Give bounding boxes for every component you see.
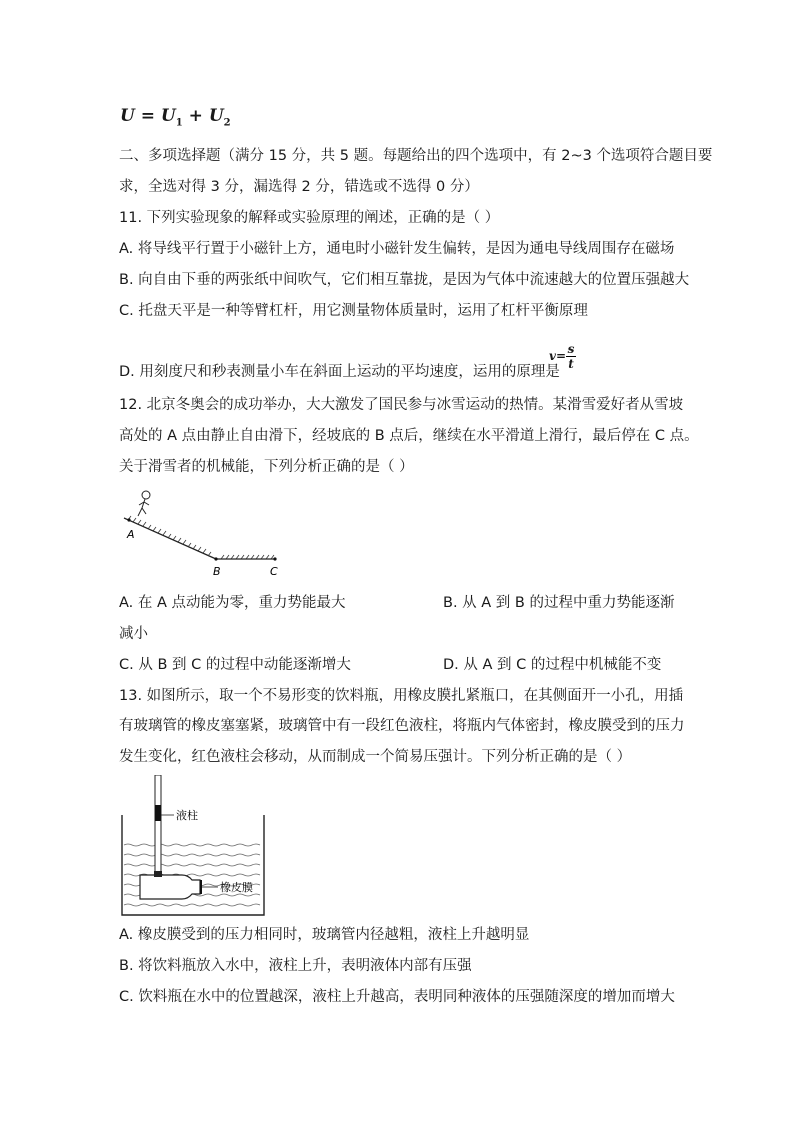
question-11-option-a: A. 将导线平行置于小磁针上方，通电时小磁针发生偏转，是因为通电导线周围存在磁场 [119, 241, 675, 257]
question-11-option-b: B. 向自由下垂的两张纸中间吹气，它们相互靠拢，是因为气体中流速越大的位置压强越大 [119, 272, 690, 288]
formula-symbol: v [549, 349, 556, 363]
bottle [140, 875, 200, 899]
velocity-formula [549, 342, 576, 371]
label-liquid-column: 液柱 [176, 809, 198, 822]
question-12-option-b-cont: 减小 [119, 626, 148, 642]
question-12-option-a: A. 在 A 点动能为零，重力势能最大 [119, 595, 346, 611]
question-12-stem-cont: 关于滑雪者的机械能，下列分析正确的是（ ） [119, 459, 414, 475]
question-12-option-d: D. 从 A 到 C 的过程中机械能不变 [443, 657, 662, 673]
question-13-option-a: A. 橡皮膜受到的压力相同时，玻璃管内径越粗，液柱上升越明显 [119, 927, 530, 943]
formula-operator: + [182, 106, 209, 126]
question-11-option-c: C. 托盘天平是一种等臂杠杆，用它测量物体质量时，运用了杠杆平衡原理 [119, 303, 588, 319]
question-12-stem-cont: 高处的 A 点由静止自由滑下，经坡底的 B 点后，继续在水平滑道上滑行，最后停在 C 点。 [119, 428, 699, 444]
formula-subscript: 1 [175, 117, 183, 129]
liquid-column [155, 805, 161, 821]
question-13-option-b: B. 将饮料瓶放入水中，液柱上升，表明液体内部有压强 [119, 958, 472, 974]
glass-tube [155, 775, 161, 880]
slope-line [124, 518, 216, 559]
question-12-option-c: C. 从 B 到 C 的过程中动能逐渐增大 [119, 657, 351, 673]
label-point-c: C [270, 565, 278, 578]
formula-subscript: 2 [223, 117, 231, 129]
formula-denominator: t [568, 357, 574, 371]
water-container [122, 815, 264, 915]
skier-figure [138, 491, 150, 516]
label-rubber-membrane: 橡皮膜 [220, 881, 253, 894]
section-heading: 二、多项选择题（满分 15 分，共 5 题。每题给出的四个选项中，有 2~3 个选项符合题目要 [119, 148, 713, 164]
question-13-stem-cont: 发生变化，红色液柱会移动，从而制成一个简易压强计。下列分析正确的是（ ） [119, 749, 632, 765]
formula-symbol: U [160, 106, 176, 126]
formula-u-sum [120, 106, 231, 128]
label-point-b: B [213, 565, 221, 578]
question-11-stem: 11. 下列实验现象的解释或实验原理的阐述，正确的是（ ） [119, 210, 500, 226]
question-11-option-d: D. 用刻度尺和秒表测量小车在斜面上运动的平均速度，运用的原理是 [119, 364, 560, 380]
slope-hatching [128, 516, 211, 556]
rubber-stopper [154, 871, 162, 877]
question-12-option-b: B. 从 A 到 B 的过程中重力势能逐渐 [443, 595, 675, 611]
label-point-a: A [127, 528, 135, 541]
formula-operator: = [134, 106, 161, 126]
formula-operator: = [555, 349, 567, 363]
formula-numerator: s [567, 342, 575, 356]
pressure-gauge-figure [118, 775, 278, 920]
formula-symbol: U [208, 106, 224, 126]
question-12-stem: 12. 北京冬奥会的成功举办，大大激发了国民参与冰雪运动的热情。某滑雪爱好者从雪坡 [119, 397, 684, 413]
question-13-stem: 13. 如图所示，取一个不易形变的饮料瓶，用橡皮膜扎紧瓶口，在其侧面开一小孔，用插 [119, 688, 684, 704]
point-c-dot [273, 557, 276, 560]
question-13-option-c: C. 饮料瓶在水中的位置越深，液柱上升越高，表明同种液体的压强随深度的增加而增大 [119, 989, 675, 1005]
point-b-dot [214, 557, 217, 560]
question-13-stem-cont: 有玻璃管的橡皮塞塞紧，玻璃管中有一段红色液柱，将瓶内气体密封，橡皮膜受到的压力 [119, 718, 685, 734]
section-heading-cont: 求，全选对得 3 分，漏选得 2 分，错选或不选得 0 分） [119, 179, 479, 195]
formula-symbol: U [120, 106, 135, 126]
point-a-dot [127, 518, 130, 521]
ski-slope-figure [118, 486, 288, 581]
